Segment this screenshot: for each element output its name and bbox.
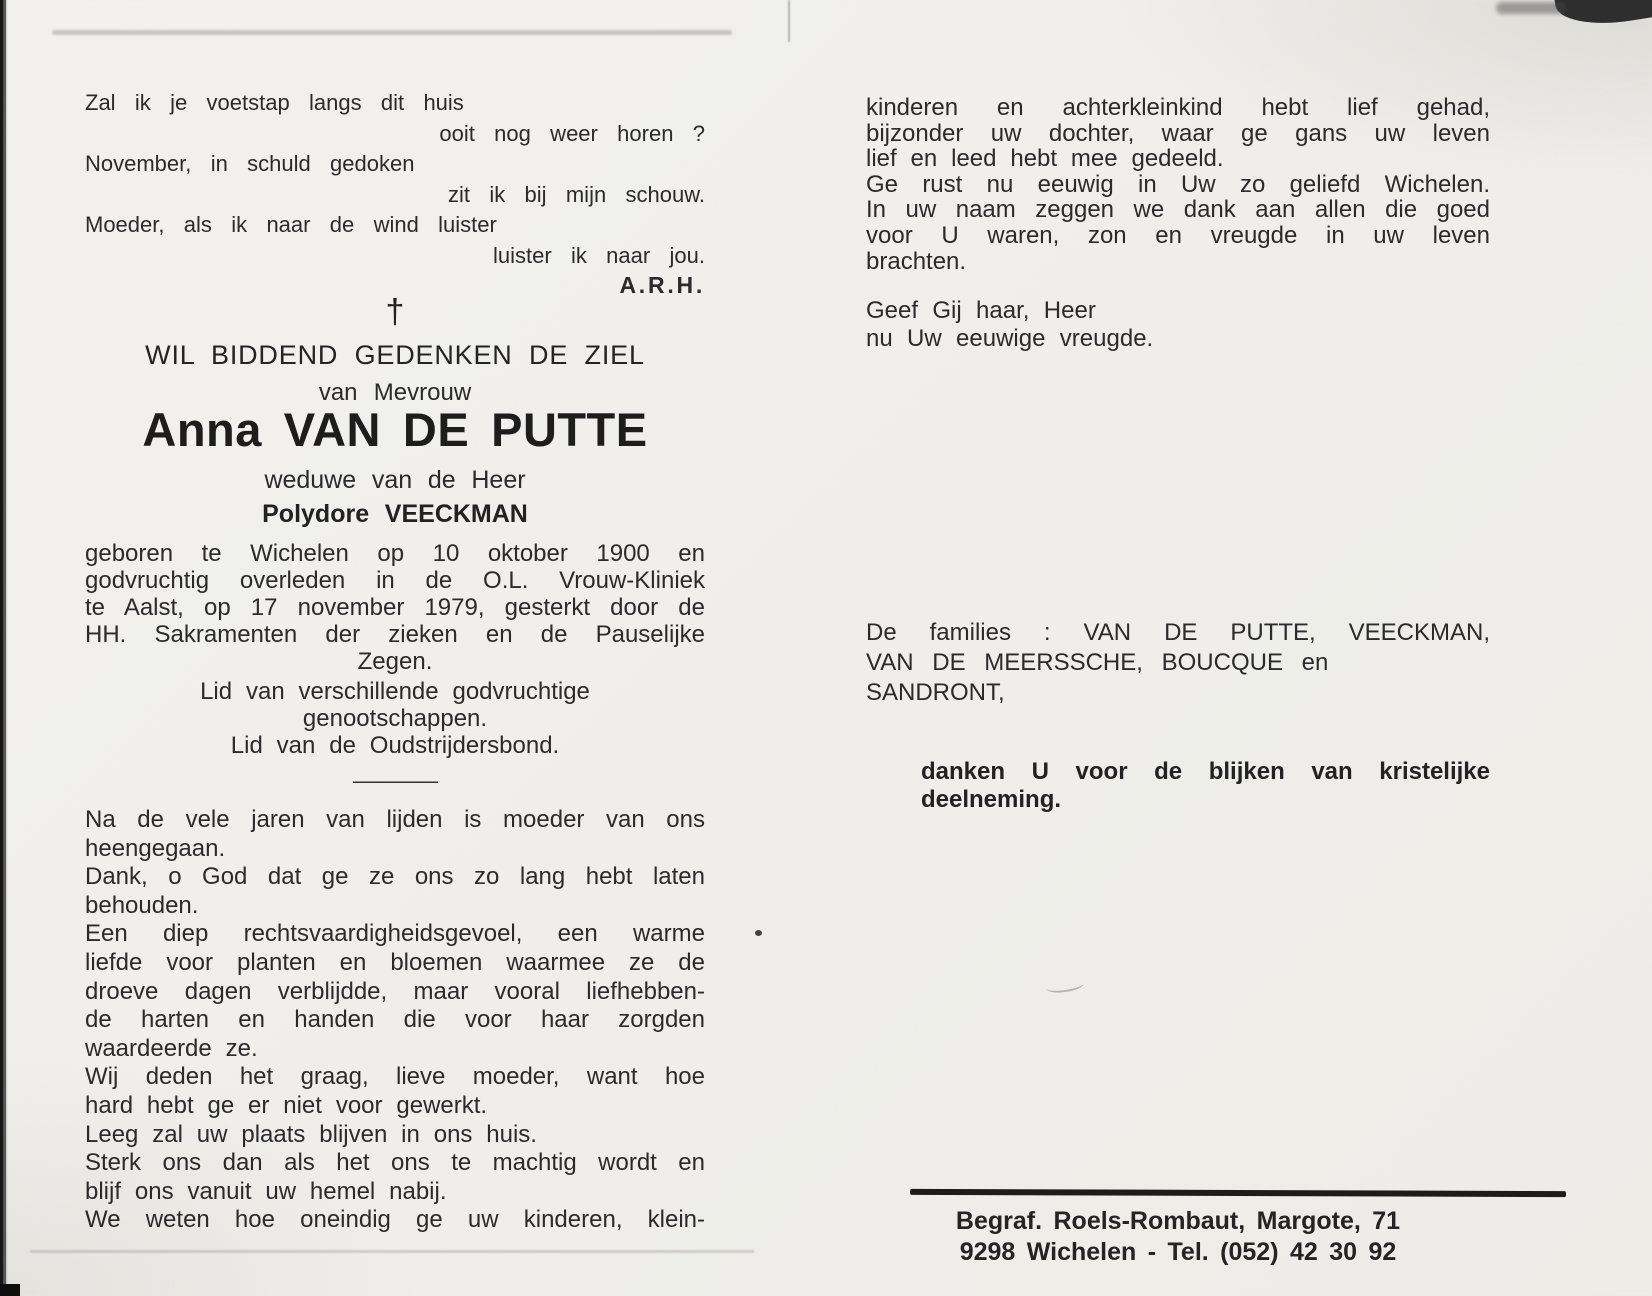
- text-line: Wij deden het graag, lieve moeder, want hoe: [85, 1063, 705, 1091]
- text-line: blijf ons vanuit uw hemel nabij.: [85, 1177, 447, 1205]
- prayer-paragraph: [866, 297, 1490, 352]
- text-line: HH. Sakramenten der zieken en de Pauselijke: [85, 621, 705, 648]
- text-line: We weten hoe oneindig ge uw kinderen, klein-: [85, 1206, 705, 1234]
- text-line: heengegaan.: [85, 834, 226, 862]
- scan-fold-mark: [788, 0, 790, 42]
- text-line: kinderen en achterkleinkind hebt lief gehad,: [866, 94, 1490, 121]
- undertaker-line: Begraf. Roels-Rombaut, Margote, 71: [955, 1207, 1401, 1235]
- text-line: Moeder, als ik naar de wind luister: [85, 212, 497, 237]
- biography-paragraph: [85, 540, 705, 675]
- text-line: waardeerde ze.: [85, 1034, 258, 1062]
- scan-blob-top-right: [1554, 0, 1652, 32]
- text-line: In uw naam zeggen we dank aan allen die goed: [866, 196, 1490, 224]
- text-line: droeve dagen verblijdde, maar vooral liefhebben-: [85, 977, 705, 1005]
- text-line: VAN DE MEERSSCHE, BOUCQUE en: [866, 649, 1329, 676]
- text-line: De families : VAN DE PUTTE, VEECKMAN,: [866, 619, 1490, 646]
- text-line: Dank, o God dat ge ze ons zo lang hebt laten: [85, 863, 705, 891]
- text-line: Een diep rechtsvaardigheidsgevoel, een warme: [85, 920, 705, 948]
- text-line: zit ik bij mijn schouw.: [448, 181, 705, 207]
- text-line: SANDRONT,: [866, 679, 1005, 706]
- text-line: deelneming.: [921, 786, 1062, 813]
- text-line: Geef Gij haar, Heer: [866, 297, 1096, 324]
- text-line: hard hebt ge er niet voor gewerkt.: [85, 1091, 488, 1119]
- eulogy-continuation-paragraph: [866, 95, 1490, 274]
- right-page: [866, 0, 1490, 1296]
- poem-signature: A.R.H.: [619, 272, 705, 298]
- text-line: November, in schuld gedoken: [85, 151, 415, 176]
- subheading: van Mevrouw: [318, 379, 472, 406]
- text-line: genootschappen.: [302, 705, 488, 732]
- text-line: bijzonder uw dochter, waar ge gans uw leven: [866, 119, 1490, 147]
- thanks-paragraph: [866, 758, 1490, 814]
- text-line: behouden.: [85, 891, 199, 919]
- text-line: voor U waren, zon en vreugde in uw leven: [866, 221, 1490, 249]
- text-line: Na de vele jaren van lijden is moeder van ons: [85, 806, 705, 833]
- dash-separator: ————: [353, 768, 437, 793]
- text-line: nu Uw eeuwige vreugde.: [866, 324, 1154, 352]
- families-list: [866, 618, 1490, 708]
- text-line: danken U voor de blijken van kristelijke: [921, 758, 1490, 785]
- text-line: Leeg zal uw plaats blijven in ons huis.: [85, 1120, 537, 1148]
- text-line: Ge rust nu eeuwig in Uw zo geliefd Wichelen.: [866, 170, 1490, 198]
- text-line: brachten.: [866, 247, 967, 275]
- text-line: Lid van verschillende godvruchtige: [200, 678, 590, 705]
- text-line: Zal ik je voetstap langs dit huis: [85, 90, 464, 115]
- text-line: Sterk ons dan als het ons te machtig wordt en: [85, 1149, 705, 1177]
- scan-streak-top-right: [1496, 2, 1566, 14]
- scan-mark-bottom-left: [0, 1284, 20, 1296]
- membership-paragraph: [85, 678, 705, 759]
- deceased-name: Anna VAN DE PUTTE: [142, 403, 648, 456]
- husband-name: Polydore VEECKMAN: [262, 500, 528, 528]
- memorial-heading: WIL BIDDEND GEDENKEN DE ZIEL: [145, 340, 645, 370]
- undertaker-address: [866, 1206, 1490, 1268]
- text-line: liefde voor planten en bloemen waarmee ze de: [85, 948, 705, 976]
- scan-edge-left: [0, 0, 8, 1296]
- left-page: [85, 0, 705, 1296]
- text-line: Zegen.: [357, 648, 433, 675]
- cross-icon: †: [385, 293, 405, 331]
- footer-rule: [910, 1189, 1566, 1197]
- undertaker-line: 9298 Wichelen - Tel. (052) 42 30 92: [959, 1238, 1397, 1266]
- ink-dot: [755, 930, 762, 936]
- poem: [85, 88, 705, 271]
- text-line: godvruchtig overleden in de O.L. Vrouw-Kliniek: [85, 567, 705, 594]
- text-line: luister ik naar jou.: [492, 242, 705, 268]
- text-line: te Aalst, op 17 november 1979, gesterkt door de: [85, 594, 705, 621]
- widow-line: weduwe van de Heer: [264, 466, 526, 494]
- text-line: de harten en handen die voor haar zorgden: [85, 1006, 705, 1034]
- text-line: geboren te Wichelen op 10 oktober 1900 en: [85, 540, 705, 567]
- text-line: lief en leed hebt mee gedeeld.: [866, 145, 1224, 173]
- text-line: Lid van de Oudstrijdersbond.: [230, 732, 560, 759]
- text-line: ooit nog weer horen ?: [439, 120, 705, 146]
- eulogy-paragraph: [85, 806, 705, 1235]
